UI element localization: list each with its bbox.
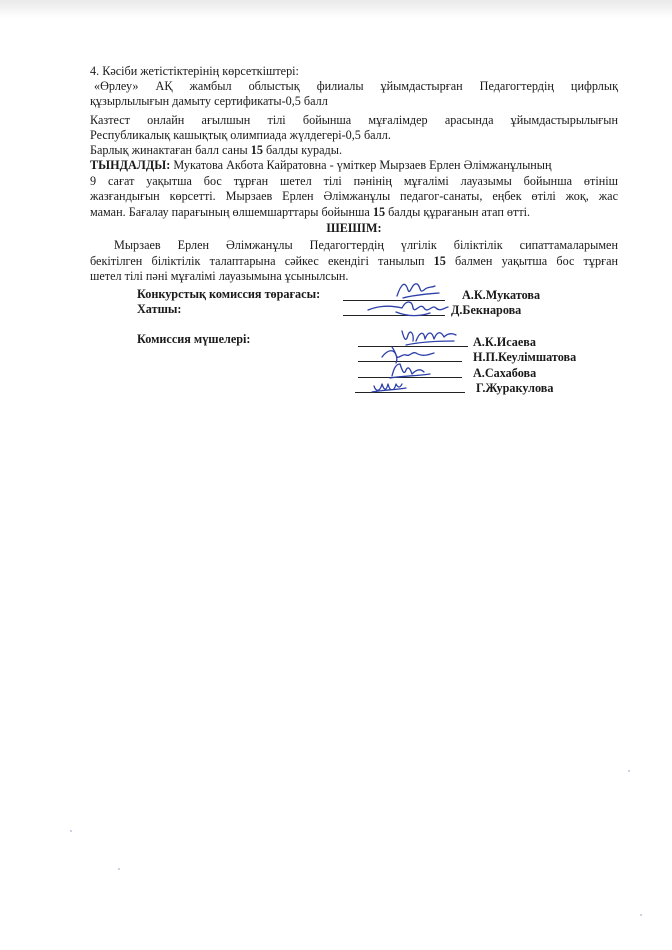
achievement-1-line-2: құзырлылығын дамыту сертификаты-0,5 балл	[90, 94, 328, 108]
members-label: Комиссия мүшелері:	[137, 332, 251, 346]
secretary-signature	[366, 296, 450, 320]
decision-line-2-prefix: бекітілген біліктілік талаптарына сәйкес екендігі танылып	[90, 254, 434, 268]
member-4-signature	[370, 374, 410, 398]
listened-line-2: 9 сағат уақытша бос тұрған шетел тілі пәнінің мұғалімі лауазымы бойынша өтініш	[90, 174, 618, 188]
decision-line-2-suffix: балмен уақытша бос тұрған	[445, 254, 619, 268]
total-score-line	[90, 143, 618, 158]
decision-line-3: шетел тілі пәні мұғалімі лауазымына ұсынылсын.	[90, 269, 349, 283]
member-3-name: А.Сахабова	[473, 366, 537, 380]
achievement-1-line-1: «Өрлеу» АҚ жамбыл облыстық филиалы ұйымдастырған Педагогтердің цифрлық	[94, 79, 618, 93]
listened-line-1-text: Мукатова Акбота Кайратовна - үміткер Мырзаев Ерлен Әлімжанұлының	[170, 158, 552, 172]
scan-speck	[628, 770, 630, 772]
achievement-2-line-2: Республикалық кашықтық олимпиада жүлдегері-0,5 балл.	[90, 128, 391, 142]
secretary-name: Д.Бекнарова	[451, 303, 522, 317]
decision-heading: ШЕШІМ:	[326, 221, 382, 235]
total-score-value: 15	[250, 143, 263, 157]
total-score-suffix: балды курады.	[262, 143, 342, 157]
scan-speck	[70, 830, 72, 832]
scan-speck	[118, 868, 120, 870]
scan-edge-shadow	[0, 0, 672, 18]
decision-line-2	[90, 254, 618, 269]
member-4-name: Г.Журакулова	[476, 381, 554, 395]
chair-name: А.К.Мукатова	[462, 288, 541, 302]
total-score-prefix: Барлық жинактаған балл саны	[90, 143, 251, 157]
achievement-2-line-1: Казтест онлайн ағылшын тілі бойынша мұғалімдер арасында ұйымдастырылығын	[90, 113, 618, 127]
listened-score-value: 15	[372, 205, 386, 219]
member-2-name: Н.П.Кеулімшатова	[473, 350, 577, 364]
listened-line-4	[90, 205, 618, 220]
listened-line-4-prefix: маман. Бағалау парағының өлшемшарттары бойынша	[90, 205, 373, 219]
listened-line-3: жазғандығын көрсетті. Мырзаев Ерлен Әлімжанұлы педагог-санаты, еңбек өтілі жоқ, жас	[90, 189, 618, 203]
decision-score-value: 15	[433, 254, 446, 268]
scan-speck	[640, 914, 642, 916]
decision-line-1: Мырзаев Ерлен Әлімжанұлы Педагогтердің үлгілік біліктілік сипаттамаларымен	[114, 238, 618, 252]
listened-label: ТЫНДАЛДЫ:	[90, 158, 171, 172]
listened-line-4-suffix: балды құрағанын атап өтті.	[385, 205, 531, 219]
listened-line-1	[90, 158, 618, 173]
member-1-name: А.К.Исаева	[473, 335, 536, 349]
secretary-label: Хатшы:	[137, 302, 182, 316]
section-4-heading: 4. Кәсіби жетістіктерінің көрсеткіштері:	[90, 64, 299, 78]
chair-label: Конкурстық комиссия төрағасы:	[137, 287, 321, 301]
